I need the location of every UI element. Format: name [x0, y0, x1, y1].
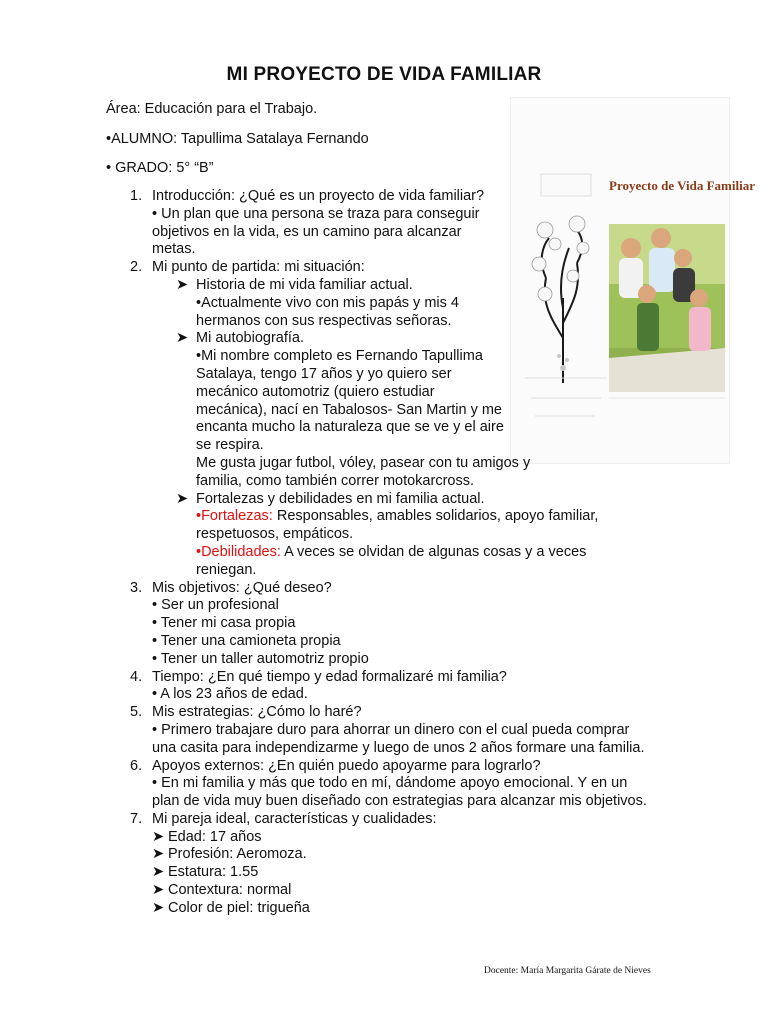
section-3	[130, 580, 690, 669]
section-heading: Apoyos externos: ¿En quién puedo apoyarme para lograrlo?	[152, 757, 541, 774]
arrow-bullet-icon: ➤	[152, 846, 165, 863]
illustration-caption: Proyecto de Vida Familiar	[609, 178, 755, 193]
pareja-item: ➤ Edad: 17 años	[152, 828, 262, 845]
section-number: 5.	[130, 704, 143, 721]
section-number: 7.	[130, 810, 143, 827]
sub-fortalezas	[130, 491, 690, 580]
objetivo-item: • Tener un taller automotriz propio	[152, 650, 369, 667]
objetivo-item: • Tener una camioneta propia	[152, 632, 341, 649]
section-body: • Un plan que una persona se traza para conseguir objetivos en la vida, es un camino para alcanzar metas.	[152, 205, 480, 258]
section-heading: Mi pareja ideal, características y cualidades:	[152, 810, 437, 827]
arrow-bullet-icon: ➤	[176, 276, 189, 293]
section-body: • En mi familia y más que todo en mí, dándome apoyo emocional. Y en un plan de vida muy buen diseñado con estrategias para alcanzar mis objetivos.	[152, 775, 647, 810]
section-heading: Mis estrategias: ¿Cómo lo haré?	[152, 704, 362, 721]
section-5	[130, 704, 690, 757]
arrow-bullet-icon: ➤	[176, 330, 189, 347]
section-7	[130, 811, 690, 918]
section-6	[130, 758, 690, 811]
section-heading: Mis objetivos: ¿Qué deseo?	[152, 579, 332, 596]
debilidades-value: A veces se olvidan de algunas cosas y a veces reniegan.	[196, 543, 587, 578]
pareja-item: ➤ Contextura: normal	[152, 882, 292, 899]
section-1	[130, 188, 690, 259]
fortalezas-label: •Fortalezas:	[196, 508, 273, 525]
section-2	[130, 259, 690, 277]
grado-line: • GRADO: 5° “B”	[106, 160, 214, 176]
alumno-line: •ALUMNO: Tapullima Satalaya Fernando	[106, 131, 369, 147]
fortalezas-value: Responsables, amables solidarios, apoyo familiar, respetuosos, empáticos.	[196, 508, 599, 543]
sub-heading: Fortalezas y debilidades en mi familia actual.	[196, 490, 485, 507]
section-number: 3.	[130, 579, 143, 596]
section-body: • Primero trabajare duro para ahorrar un dinero con el cual pueda comprar una casita para independizarme y luego de unos 2 años formare una familia.	[152, 721, 645, 756]
arrow-bullet-icon: ➤	[152, 882, 165, 899]
debilidades-label: •Debilidades:	[196, 543, 281, 560]
section-number: 4.	[130, 668, 143, 685]
section-heading: Tiempo: ¿En qué tiempo y edad formalizaré mi familia?	[152, 668, 507, 685]
area-line: Área: Educación para el Trabajo.	[106, 101, 318, 117]
objetivo-item: • Ser un profesional	[152, 597, 279, 614]
sub-heading: Mi autobiografía.	[196, 330, 305, 347]
objetivo-item: • Tener mi casa propia	[152, 615, 296, 632]
pareja-item: ➤ Color de piel: trigueña	[152, 899, 310, 916]
fortalezas-text	[196, 508, 636, 544]
section-number: 6.	[130, 757, 143, 774]
arrow-bullet-icon: ➤	[176, 490, 189, 507]
pareja-item: ➤ Estatura: 1.55	[152, 864, 259, 881]
section-body: • A los 23 años de edad.	[152, 686, 308, 703]
pareja-item: ➤ Profesión: Aeromoza.	[152, 846, 307, 863]
sub-body: •Actualmente vivo con mis papás y mis 4 hermanos con sus respectivas señoras.	[196, 294, 459, 329]
page-title: MI PROYECTO DE VIDA FAMILIAR	[226, 64, 542, 85]
arrow-bullet-icon: ➤	[152, 899, 165, 916]
section-heading: Mi punto de partida: mi situación:	[152, 259, 365, 276]
teacher-footer: Docente: María Margarita Gárate de Nieves	[484, 966, 651, 976]
arrow-bullet-icon: ➤	[152, 864, 165, 881]
sub-autobiografia	[130, 330, 690, 490]
sub-historia	[130, 277, 690, 330]
sub-body-2: Me gusta jugar futbol, vóley, pasear con tu amigos y familia, como también correr motokarcross.	[196, 454, 531, 489]
sections-list	[130, 188, 690, 918]
sub-body: •Mi nombre completo es Fernando Tapullima Satalaya, tengo 17 años y yo quiero ser mecánico automotriz (quiero estudiar mecánica), nací en Tabalosos- San Martin y me encanta mucho la naturaleza que se ve y el aire se respira.	[196, 348, 504, 454]
debilidades-text	[196, 544, 636, 580]
section-number: 1.	[130, 188, 143, 204]
sub-heading: Historia de mi vida familiar actual.	[196, 276, 413, 293]
section-4	[130, 669, 690, 705]
section-heading: Introducción: ¿Qué es un proyecto de vida familiar?	[152, 188, 485, 204]
section-number: 2.	[130, 259, 143, 276]
arrow-bullet-icon: ➤	[152, 828, 165, 845]
